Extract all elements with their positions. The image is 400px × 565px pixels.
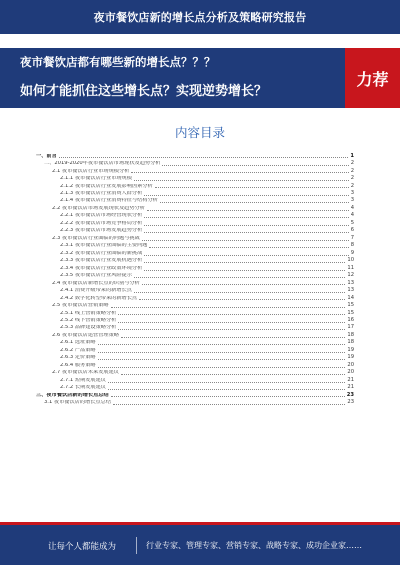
toc-entry[interactable] (36, 384, 354, 391)
toc-leader-dots (144, 195, 348, 196)
toc-entry-label: 2.3.2 夜市餐饮店行业面临的新挑战 (60, 250, 143, 256)
toc-entry-label: 一、前言 (36, 153, 57, 159)
toc-entry[interactable] (36, 182, 354, 189)
toc-entry-label: 2.1.4 夜市餐饮店行业消费特征与结构分析 (60, 198, 158, 204)
toc-entry[interactable] (36, 189, 354, 196)
toc-entry-label: 2.6 夜市餐饮店运营管理策略 (52, 332, 119, 338)
toc-entry-label: 2.3.4 夜市餐饮店行业政策环境分析 (60, 265, 143, 271)
toc-entry[interactable] (36, 346, 354, 353)
toc-entry-page: 18 (347, 331, 354, 338)
toc-entry-label: 2.7.2 长期发展建议 (60, 385, 106, 391)
toc-entry-label: 2.2 夜市餐饮店市场发展现状及趋势分析 (52, 205, 145, 211)
toc-entry-page: 7 (350, 234, 354, 241)
toc-entry-page: 9 (350, 249, 354, 256)
toc-entry-label: 2.3.3 夜市餐饮店行业发展机遇分析 (60, 258, 143, 264)
toc-entry-page: 12 (347, 272, 354, 279)
toc-leader-dots (144, 232, 348, 233)
toc-leader-dots (155, 187, 349, 188)
toc-leader-dots (144, 225, 348, 226)
toc-entry[interactable] (36, 316, 354, 323)
toc-entry-page: 20 (347, 361, 354, 368)
toc-entry-page: 20 (347, 369, 354, 376)
toc-entry-page: 5 (350, 219, 354, 226)
toc-entry-page: 14 (347, 294, 354, 301)
toc-entry[interactable] (36, 361, 354, 368)
toc-leader-dots (111, 396, 345, 397)
toc-entry[interactable] (36, 324, 354, 331)
toc-entry-label: 二、2019-2020年夜市餐饮店市场现状及趋势分析 (44, 161, 161, 167)
toc-leader-dots (121, 374, 345, 375)
toc-entry[interactable] (36, 197, 354, 204)
toc-leader-dots (59, 157, 349, 158)
footer-bar (0, 522, 400, 565)
toc-leader-dots (160, 202, 349, 203)
promo-banner (0, 48, 400, 108)
toc-entry-page: 16 (347, 316, 354, 323)
banner-headline: 如何才能抓住这些增长点？实现逆势增长？ (20, 84, 268, 99)
toc-leader-dots (134, 180, 349, 181)
footer-tagline: 行业专家、管理专家、营销专家、战略专家、成功企业家…… (146, 541, 362, 550)
toc-entry-page: 19 (347, 354, 354, 361)
toc-entry[interactable] (36, 219, 354, 226)
toc-entry-label: 2.4.2 数字化转型带来的新增长点 (60, 295, 138, 301)
toc-entry[interactable] (36, 391, 354, 398)
toc-entry-page: 21 (347, 384, 354, 391)
toc-entry-label: 2.6.2 产品策略 (60, 347, 96, 353)
toc-entry-label: 2.4.1 消费升级带来的新增长点 (60, 288, 132, 294)
toc-entry-page: 6 (350, 227, 354, 234)
toc-entry-page: 19 (347, 346, 354, 353)
toc-entry[interactable] (36, 331, 354, 338)
toc-entry[interactable] (36, 294, 354, 301)
recommend-badge-text: 力荐 (356, 69, 389, 89)
toc-entry-label: 2.5.2 线下营销策略分析 (60, 317, 117, 323)
toc-entry[interactable] (36, 301, 354, 308)
toc-entry[interactable] (36, 272, 354, 279)
toc-entry-page: 15 (347, 302, 354, 309)
report-header-bar (0, 0, 400, 34)
toc-entry-page: 2 (350, 175, 354, 182)
toc-leader-dots (144, 262, 345, 263)
table-of-contents (36, 152, 354, 406)
toc-leader-dots (118, 322, 345, 323)
toc-entry-label: 3.1 夜市餐饮店的增长点总结 (44, 400, 111, 406)
toc-entry-page: 17 (347, 324, 354, 331)
toc-leader-dots (108, 389, 345, 390)
toc-entry[interactable] (36, 257, 354, 264)
toc-entry[interactable] (36, 167, 354, 174)
toc-entry-label: 2.7 夜市餐饮店未来发展建议 (52, 370, 119, 376)
toc-entry-page: 10 (347, 257, 354, 264)
toc-entry-page: 2 (350, 182, 354, 189)
toc-entry-label: 2.1.3 夜市餐饮店行业消费人群分析 (60, 191, 143, 197)
toc-entry-page: 13 (347, 287, 354, 294)
toc-entry-page: 3 (350, 197, 354, 204)
toc-entry-page: 23 (346, 391, 354, 398)
toc-leader-dots (142, 240, 349, 241)
toc-leader-dots (139, 299, 345, 300)
toc-leader-dots (98, 367, 346, 368)
toc-leader-dots (134, 292, 345, 293)
toc-entry-page: 1 (350, 152, 354, 159)
toc-entry-page: 18 (347, 339, 354, 346)
toc-entry[interactable] (36, 242, 354, 249)
toc-entry-page: 3 (350, 190, 354, 197)
toc-leader-dots (108, 382, 345, 383)
toc-entry[interactable] (36, 279, 354, 286)
recommend-badge (345, 48, 400, 108)
toc-leader-dots (149, 247, 348, 248)
footer-slogan: 让每个人都能成为 (48, 542, 117, 552)
toc-leader-dots (118, 314, 345, 315)
toc-leader-dots (147, 210, 349, 211)
toc-entry-page: 23 (347, 399, 354, 406)
toc-leader-dots (118, 329, 345, 330)
footer-divider (136, 537, 137, 554)
toc-entry[interactable] (36, 159, 354, 166)
toc-leader-dots (142, 284, 346, 285)
toc-leader-dots (113, 404, 345, 405)
report-title: 夜市餐饮店新的增长点分析及策略研究报告 (93, 11, 307, 24)
toc-leader-dots (162, 165, 348, 166)
toc-entry-label: 2.5.1 线上营销策略分析 (60, 310, 117, 316)
toc-entry-page: 13 (347, 279, 354, 286)
toc-entry[interactable] (36, 212, 354, 219)
toc-entry[interactable] (36, 369, 354, 376)
toc-title: 内容目录 (174, 125, 225, 140)
toc-entry-page: 4 (350, 212, 354, 219)
toc-leader-dots (121, 337, 345, 338)
toc-entry-label: 三、夜市餐饮店新的增长点总结 (36, 392, 109, 398)
toc-leader-dots (98, 344, 346, 345)
toc-entry-page: 21 (347, 376, 354, 383)
toc-entry-page: 4 (350, 204, 354, 211)
toc-entry-label: 2.4 夜市餐饮店新增长点的识别与分析 (52, 280, 140, 286)
toc-leader-dots (134, 277, 345, 278)
banner-question: 夜市餐饮店都有哪些新的增长点？？？ (20, 55, 216, 69)
toc-entry-page: 2 (350, 167, 354, 174)
toc-entry-label: 2.6.1 选址策略 (60, 340, 96, 346)
toc-entry-label: 2.3.1 夜市餐饮店行业面临的主要问题 (60, 243, 148, 249)
toc-leader-dots (131, 172, 348, 173)
toc-leader-dots (98, 352, 346, 353)
footer-accent-stripe (0, 522, 400, 525)
toc-entry-page: 15 (347, 309, 354, 316)
toc-entry[interactable] (36, 264, 354, 271)
toc-entry-page: 2 (350, 160, 354, 167)
toc-entry-label: 2.7.1 短期发展建议 (60, 377, 106, 383)
toc-leader-dots (144, 270, 345, 271)
toc-leader-dots (144, 217, 348, 218)
toc-entry-label: 2.2.1 夜市餐饮店市场经营现状分析 (60, 213, 143, 219)
toc-leader-dots (144, 255, 348, 256)
toc-entry[interactable] (36, 339, 354, 346)
toc-leader-dots (111, 307, 346, 308)
toc-entry[interactable] (36, 204, 354, 211)
toc-entry-label: 2.1 夜市餐饮店行业市场规模分析 (52, 168, 130, 174)
toc-entry-label: 2.1.2 夜市餐饮店行业发展影响因素分析 (60, 183, 153, 189)
toc-entry-label: 2.3.5 夜市餐饮店行业风险提示 (60, 273, 132, 279)
toc-leader-dots (98, 359, 346, 360)
toc-entry-label: 2.2.2 夜市餐饮店市场竞争格局分析 (60, 220, 143, 226)
toc-entry[interactable] (36, 234, 354, 241)
toc-entry-label: 2.3 夜市餐饮店行业面临的问题与挑战 (52, 235, 140, 241)
toc-entry[interactable] (36, 354, 354, 361)
toc-entry-label: 2.6.4 服务策略 (60, 362, 96, 368)
toc-entry[interactable] (36, 286, 354, 293)
toc-entry-label: 2.5.3 品牌建设策略分析 (60, 325, 117, 331)
toc-entry-label: 2.2.3 夜市餐饮店市场发展趋势分析 (60, 228, 143, 234)
toc-entry-label: 2.5 夜市餐饮店营销策略 (52, 303, 109, 309)
toc-entry[interactable] (36, 152, 354, 159)
toc-entry[interactable] (36, 376, 354, 383)
toc-entry[interactable] (36, 174, 354, 181)
toc-entry-label: 2.1.1 夜市餐饮店行业市场规模 (60, 176, 132, 182)
toc-entry[interactable] (36, 398, 354, 405)
toc-entry-label: 2.6.3 定价策略 (60, 355, 96, 361)
toc-entry-page: 11 (347, 264, 354, 271)
toc-entry[interactable] (36, 309, 354, 316)
toc-entry[interactable] (36, 227, 354, 234)
toc-entry[interactable] (36, 249, 354, 256)
toc-entry-page: 8 (350, 242, 354, 249)
